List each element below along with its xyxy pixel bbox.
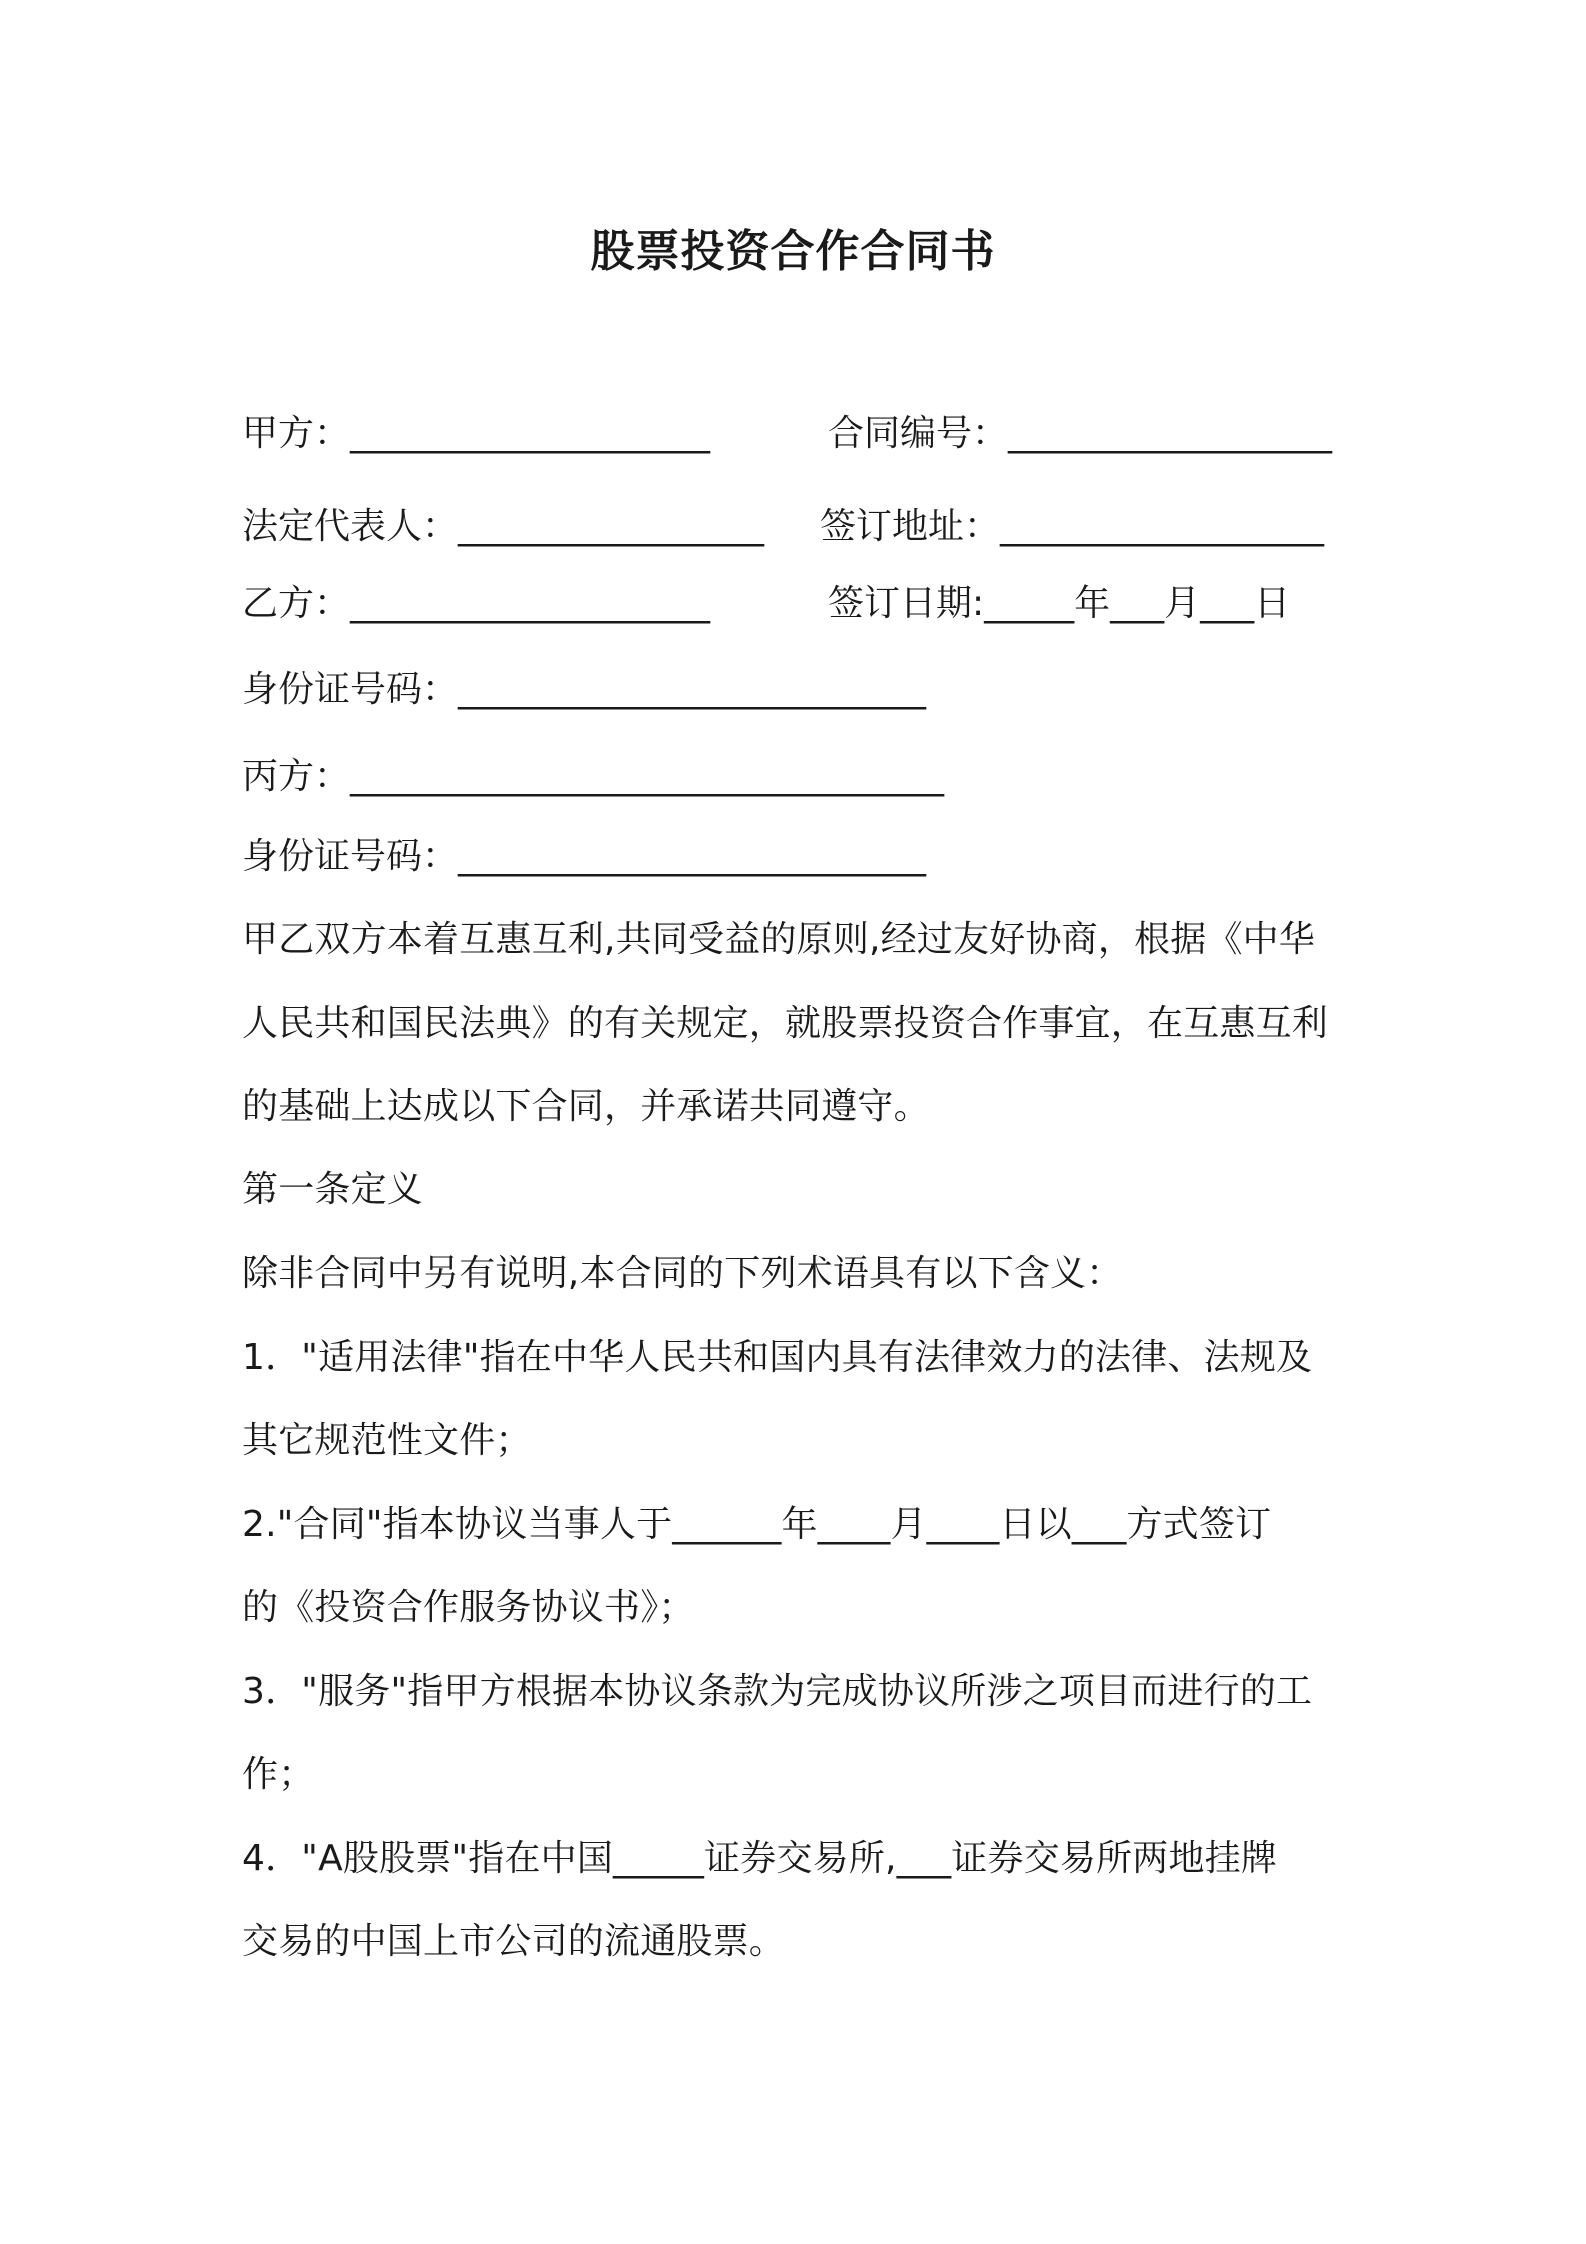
definition-line: 2."合同"指本协议当事人于______年____月____日以___方式签订 bbox=[242, 1504, 1272, 1545]
document-title: 股票投资合作合同书 bbox=[590, 226, 996, 277]
signing-place-field: 签订地址：__________________ bbox=[820, 506, 1325, 547]
contract-number-field: 合同编号：__________________ bbox=[828, 413, 1333, 454]
definition-line: 的《投资合作服务协议书》； bbox=[242, 1587, 695, 1628]
article-lead: 除非合同中另有说明,本合同的下列术语具有以下含义： bbox=[242, 1253, 1123, 1294]
intro-line: 甲乙双方本着互惠互利,共同受益的原则,经过友好协商，根据《中华 bbox=[242, 919, 1316, 960]
definition-line: 4．"A股股票"指在中国_____证券交易所,___证券交易所两地挂牌 bbox=[242, 1838, 1278, 1879]
intro-line: 人民共和国民法典》的有关规定，就股票投资合作事宜，在互惠互利 bbox=[242, 1003, 1329, 1044]
party-c-id-field: 身份证号码：__________________________ bbox=[242, 836, 927, 877]
intro-line: 的基础上达成以下合同，并承诺共同遵守。 bbox=[242, 1086, 930, 1127]
signing-date-field: 签订日期:_____年___月___日 bbox=[828, 583, 1291, 624]
party-c-field: 丙方：_________________________________ bbox=[242, 756, 945, 797]
party-b-field: 乙方：____________________ bbox=[242, 583, 711, 624]
party-b-id-field: 身份证号码：__________________________ bbox=[242, 669, 927, 710]
party-a-field: 甲方：____________________ bbox=[242, 413, 711, 454]
legal-representative-field: 法定代表人：_________________ bbox=[242, 506, 765, 547]
definition-line: 其它规范性文件； bbox=[242, 1420, 532, 1461]
definition-line: 3．"服务"指甲方根据本协议条款为完成协议所涉之项目而进行的工 bbox=[242, 1671, 1313, 1712]
definition-line: 作； bbox=[242, 1754, 315, 1795]
article-heading: 第一条定义 bbox=[242, 1169, 424, 1210]
definition-line: 交易的中国上市公司的流通股票。 bbox=[242, 1921, 786, 1962]
definition-line: 1．"适用法律"指在中华人民共和国内具有法律效力的法律、法规及 bbox=[242, 1337, 1313, 1378]
